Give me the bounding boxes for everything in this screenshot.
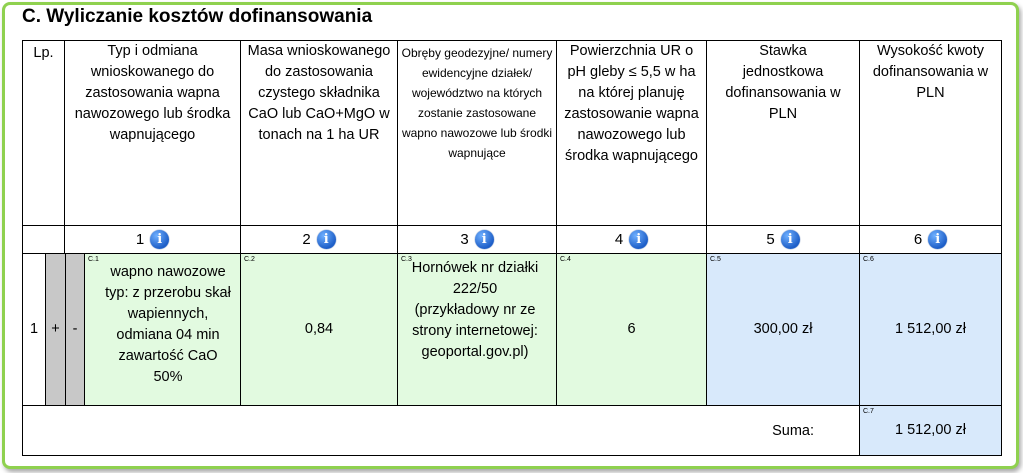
field-code: C.5 bbox=[710, 256, 721, 263]
column-number-label: 5 bbox=[766, 231, 775, 248]
column-number-6 bbox=[859, 225, 1002, 254]
input-c3-plots[interactable] bbox=[397, 253, 557, 406]
column-number-3 bbox=[397, 225, 557, 254]
column-number-2 bbox=[240, 225, 398, 254]
column-number-4 bbox=[556, 225, 707, 254]
sum-label-cell bbox=[22, 405, 860, 456]
info-icon[interactable]: i bbox=[781, 230, 800, 249]
column-number-1 bbox=[64, 225, 241, 254]
field-code: C.2 bbox=[244, 256, 255, 263]
amount-value: 1 512,00 zł bbox=[895, 321, 966, 337]
area-value: 6 bbox=[627, 321, 636, 337]
input-c2-mass[interactable] bbox=[240, 253, 398, 406]
info-icon[interactable]: i bbox=[317, 230, 336, 249]
sum-label: Suma: bbox=[772, 422, 814, 439]
header-mass: Masa wnioskowanego do zastosowania czystego składnika CaO lub CaO+MgO w tonach na 1 ha UR bbox=[240, 40, 398, 226]
column-number-label: 6 bbox=[913, 231, 923, 248]
column-number-label: 4 bbox=[614, 231, 624, 248]
mass-value: 0,84 bbox=[304, 321, 334, 337]
row-lp: 1 bbox=[22, 253, 46, 406]
field-c7-sum bbox=[859, 405, 1002, 456]
field-c6-amount bbox=[859, 253, 1002, 406]
field-code: C.4 bbox=[560, 256, 571, 263]
header-lp: Lp. bbox=[22, 40, 65, 226]
field-code: C.1 bbox=[88, 256, 99, 263]
header-rate: Stawka jednostkowa dofinansowania w PLN bbox=[706, 40, 860, 226]
plots-value: Hornówek nr działki 222/50 (przykładowy nr ze strony internetowej: geoportal.gov.pl) bbox=[411, 260, 539, 360]
rate-value: 300,00 zł bbox=[753, 321, 813, 337]
column-number-blank bbox=[22, 225, 65, 254]
field-c5-rate bbox=[706, 253, 860, 406]
column-number-label: 3 bbox=[460, 231, 469, 248]
header-amount: Wysokość kwoty dofinansowania w PLN bbox=[859, 40, 1002, 226]
sum-value: 1 512,00 zł bbox=[895, 422, 966, 438]
input-c1-lime-type[interactable] bbox=[84, 253, 241, 406]
column-number-label: 2 bbox=[302, 231, 311, 248]
remove-row-button[interactable]: - bbox=[65, 253, 85, 406]
header-plots: Obręby geodezyjne/ numery ewidencyjne działek/ województwo na których zostanie zastosowane wapno nawozowe lub środki wapnujące bbox=[397, 40, 557, 226]
add-row-button[interactable]: + bbox=[45, 253, 66, 406]
field-code: C.3 bbox=[401, 256, 412, 263]
lime-type-value: wapno nawozowe typ: z przerobu skał wapiennych, odmiana 04 min zawartość CaO 50% bbox=[105, 264, 231, 385]
header-area: Powierzchnia UR o pH gleby ≤ 5,5 w ha na której planuję zastosowanie wapna nawozowego lub środka wapnującego bbox=[556, 40, 707, 226]
info-icon[interactable]: i bbox=[928, 230, 947, 249]
column-number-label: 1 bbox=[135, 231, 145, 248]
info-icon[interactable]: i bbox=[475, 230, 494, 249]
info-icon[interactable]: i bbox=[629, 230, 648, 249]
header-type: Typ i odmiana wnioskowanego do zastosowania wapna nawozowego lub środka wapnującego bbox=[64, 40, 241, 226]
field-code: C.7 bbox=[863, 408, 874, 415]
column-number-5 bbox=[706, 225, 860, 254]
section-title: C. Wyliczanie kosztów dofinansowania bbox=[22, 6, 373, 27]
cost-table bbox=[22, 40, 1002, 456]
field-code: C.6 bbox=[863, 256, 874, 263]
info-icon[interactable]: i bbox=[150, 230, 169, 249]
input-c4-area[interactable] bbox=[556, 253, 707, 406]
